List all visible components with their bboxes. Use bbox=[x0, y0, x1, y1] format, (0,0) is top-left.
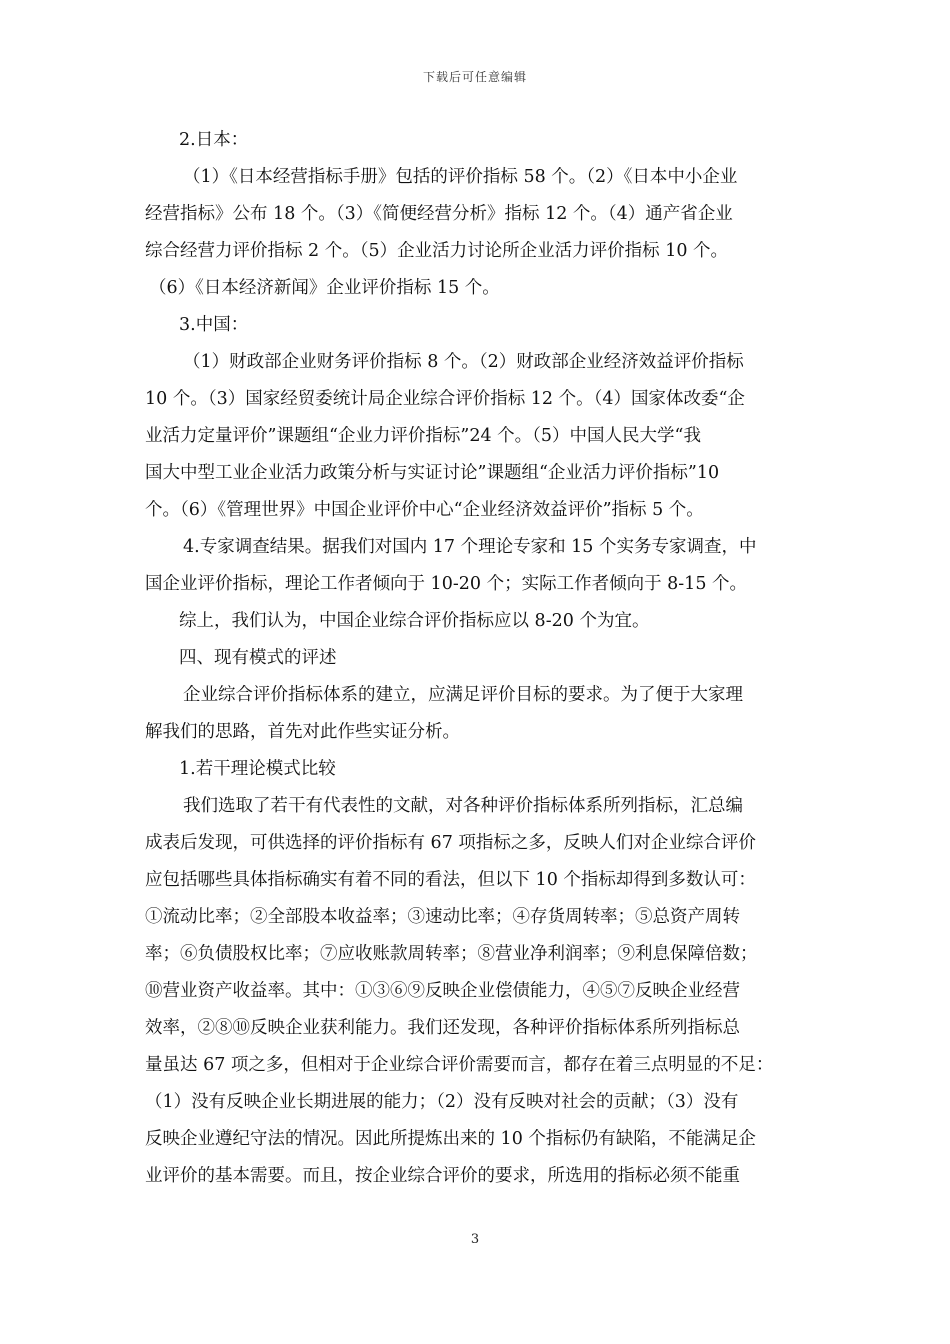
text-line: 国企业评价指标，理论工作者倾向于 10-20 个；实际工作者倾向于 8-15 个。 bbox=[145, 574, 748, 594]
text-line: 综上，我们认为，中国企业综合评价指标应以 8-20 个为宜。 bbox=[179, 611, 650, 631]
section-heading-japan: 2.日本： bbox=[179, 130, 249, 150]
text-line: ①流动比率；②全部股本收益率；③速动比率；④存货周转率；⑤总资产周转 bbox=[145, 907, 740, 927]
text-line: 率；⑥负债股权比率；⑦应收账款周转率；⑧营业净利润率；⑨利息保障倍数； bbox=[145, 944, 758, 964]
text-line: 国大中型工业企业活力政策分析与实证讨论”课题组“企业活力评价指标”10 bbox=[145, 463, 720, 483]
text-line: 我们选取了若干有代表性的文献，对各种评价指标体系所列指标，汇总编 bbox=[183, 796, 743, 816]
text-line: 应包括哪些具体指标确实有着不同的看法，但以下 10 个指标却得到多数认可： bbox=[145, 870, 756, 890]
text-line: （1）《日本经营指标手册》包括的评价指标 58 个。（2）《日本中小企业 bbox=[183, 167, 738, 187]
text-line: 成表后发现，可供选择的评价指标有 67 项指标之多，反映人们对企业综合评价 bbox=[145, 833, 756, 853]
section-heading-review: 四、现有模式的评述 bbox=[179, 648, 337, 668]
text-line: 效率，②⑧⑩反映企业获利能力。我们还发现，各种评价指标体系所列指标总 bbox=[145, 1018, 740, 1038]
text-line: 解我们的思路，首先对此作些实证分析。 bbox=[145, 722, 460, 742]
text-line: ⑩营业资产收益率。其中：①③⑥⑨反映企业偿债能力，④⑤⑦反映企业经营 bbox=[145, 981, 740, 1001]
page-number: 3 bbox=[470, 1232, 480, 1247]
text-line: 综合经营力评价指标 2 个。（5）企业活力讨论所企业活力评价指标 10 个。 bbox=[145, 241, 729, 261]
text-line: 4.专家调查结果。据我们对国内 17 个理论专家和 15 个实务专家调查，中 bbox=[183, 537, 757, 557]
text-line: 业活力定量评价”课题组“企业力评价指标”24 个。（5）中国人民大学“我 bbox=[145, 426, 701, 446]
text-line: 企业综合评价指标体系的建立，应满足评价目标的要求。为了便于大家理 bbox=[183, 685, 743, 705]
text-line: （1）没有反映企业长期进展的能力；（2）没有反映对社会的贡献；（3）没有 bbox=[145, 1092, 739, 1112]
page-header-note: 下载后可任意编辑 bbox=[422, 70, 527, 84]
text-line: 个。（6）《管理世界》中国企业评价中心“企业经济效益评价”指标 5 个。 bbox=[145, 500, 704, 520]
text-line: 10 个。（3）国家经贸委统计局企业综合评价指标 12 个。（4）国家体改委“企 bbox=[145, 389, 745, 409]
text-line: 经营指标》公布 18 个。（3）《简便经营分析》指标 12 个。（4）通产省企业 bbox=[145, 204, 733, 224]
document-body bbox=[145, 122, 809, 1195]
text-line: 量虽达 67 项之多，但相对于企业综合评价需要而言，都存在着三点明显的不足： bbox=[145, 1055, 774, 1075]
text-line: 业评价的基本需要。而且，按企业综合评价的要求，所选用的指标必须不能重 bbox=[145, 1166, 740, 1186]
section-heading-china: 3.中国： bbox=[179, 315, 249, 335]
subsection-heading: 1.若干理论模式比较 bbox=[179, 759, 336, 779]
text-line: 反映企业遵纪守法的情况。因此所提炼出来的 10 个指标仍有缺陷，不能满足企 bbox=[145, 1129, 756, 1149]
text-line: （1）财政部企业财务评价指标 8 个。（2）财政部企业经济效益评价指标 bbox=[183, 352, 744, 372]
text-line: （6）《日本经济新闻》企业评价指标 15 个。 bbox=[149, 278, 500, 298]
